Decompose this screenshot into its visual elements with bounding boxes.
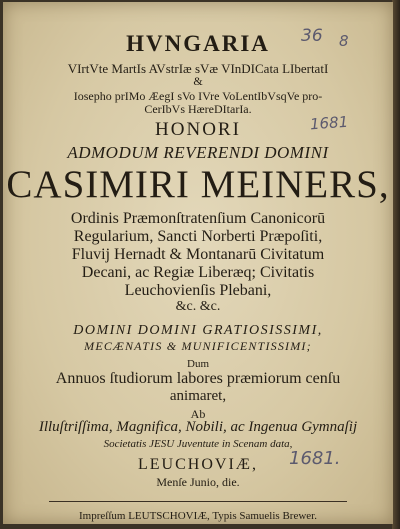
chronogram-line-3: CerIbVs HæreDItarIa. (144, 102, 252, 116)
chronogram-line-1: VIrtVte MartIs AVstrIæ sVæ VInDICata LIbertatI (67, 61, 329, 76)
handwritten-number: 36 (301, 26, 323, 46)
handwritten-date-bottom: 1681. (289, 448, 341, 469)
etc-line: &c. &c. (175, 299, 221, 314)
illustrissima-line: Illuſtriſſima, Magnifica, Nobili, ac Ingenua Gymnaſij (38, 419, 358, 435)
place-line: LEUCHOVIÆ, (138, 456, 258, 473)
honori-heading: HONORI (155, 119, 241, 140)
handwritten-mark: 8 (339, 32, 349, 50)
title-line-1: Ordinis Præmonſtratenſium Canonicorū (70, 210, 326, 227)
title-page (3, 2, 393, 524)
date-line: Menſe Junio, die. (156, 475, 240, 489)
domini-line: DOMINI DOMINI GRATIOSISSIMI, (73, 323, 323, 338)
handwritten-date-top: 1681 (309, 112, 349, 134)
title-line-4: Decani, ac Regiæ Liberæq; Civitatis (81, 264, 315, 281)
dedicatee-name: CASIMIRI MEINERS, (6, 163, 390, 206)
imprint-line: Impreſſum LEUTSCHOVIÆ, Typis Samuelis Brewer. (79, 510, 317, 522)
annuos-line: Annuos ſtudiorum labores præmiorum cenſu (55, 370, 341, 387)
ab-line: Ab (190, 407, 206, 421)
imprint-rule (49, 501, 347, 502)
page-edge-shadow (392, 0, 400, 529)
title-line-3: Fluvij Hernadt & Montanarū Civitatum (71, 246, 325, 263)
dum-line: Dum (187, 358, 209, 370)
title-hungaria: HVNGARIA (126, 31, 270, 56)
societatis-line: Societatis JESU Juventute in Scenam data, (103, 438, 293, 450)
title-line-2: Regularium, Sancti Norberti Præpoſiti, (73, 228, 323, 245)
chronogram-line-2: Iosepho prIMo ÆegI sVo IVre VoLentIbVsqVe pro- (73, 89, 323, 103)
admodum-line: ADMODUM REVERENDI DOMINI (67, 143, 329, 162)
animaret-line: animaret, (169, 388, 227, 404)
mecaenatis-line: MECÆNATIS & MUNIFICENTISSIMI; (84, 339, 312, 353)
ampersand-line: & (193, 74, 203, 88)
title-line-5: Leuchovienſis Plebani, (124, 282, 272, 299)
